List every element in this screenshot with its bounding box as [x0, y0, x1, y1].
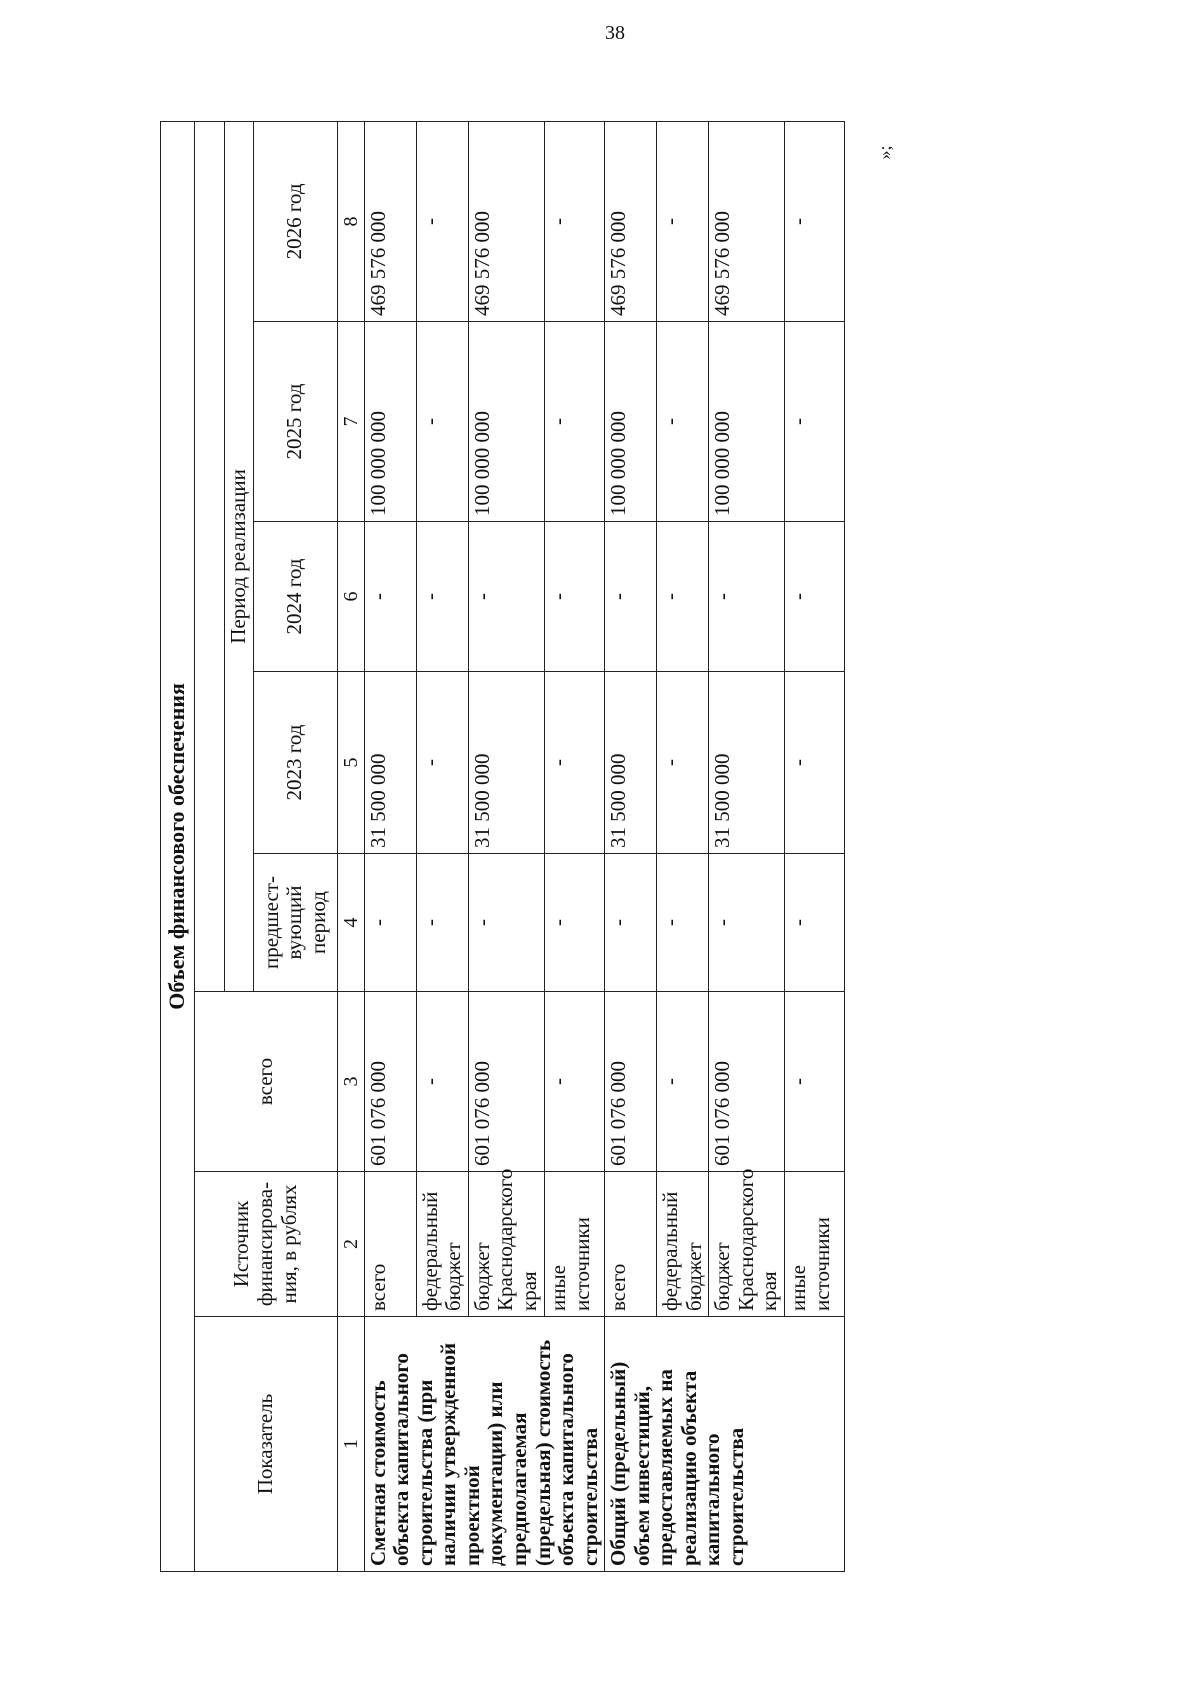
source-cell: федеральный бюджет: [416, 1172, 468, 1317]
header-period-group: Период реализации: [225, 121, 254, 991]
prior-cell: -: [657, 854, 709, 992]
table-row: [364, 121, 416, 1571]
prior-cell: -: [468, 854, 544, 992]
y2025-cell: 100 000 000: [709, 322, 785, 522]
total-cell: 601 076 000: [709, 992, 785, 1172]
header-2026: 2026 год: [253, 121, 337, 321]
y2025-cell: -: [657, 322, 709, 522]
y2024-cell: -: [468, 522, 544, 672]
y2026-cell: -: [545, 121, 605, 321]
prior-cell: -: [364, 854, 416, 992]
prior-cell: -: [416, 854, 468, 992]
y2023-cell: 31 500 000: [468, 672, 544, 854]
indicator-cell: Общий (предельный) объем инвестиций, предоставляемых на реализацию объекта капитального строительства: [605, 1317, 845, 1572]
table-title: Объем финансового обеспечения: [161, 121, 195, 1571]
column-number: 7: [337, 322, 364, 522]
y2024-cell: -: [709, 522, 785, 672]
rotated-table-wrapper: [160, 122, 845, 1572]
source-cell: федеральный бюджет: [657, 1172, 709, 1317]
y2025-cell: -: [545, 322, 605, 522]
y2025-cell: 100 000 000: [605, 322, 657, 522]
prior-cell: -: [545, 854, 605, 992]
column-number: 6: [337, 522, 364, 672]
column-number: 1: [337, 1317, 364, 1572]
total-cell: -: [785, 992, 845, 1172]
table-row: [605, 121, 657, 1571]
header-2025: 2025 год: [253, 322, 337, 522]
y2023-cell: 31 500 000: [709, 672, 785, 854]
total-cell: 601 076 000: [605, 992, 657, 1172]
prior-cell: -: [709, 854, 785, 992]
column-number: 8: [337, 121, 364, 321]
y2023-cell: 31 500 000: [364, 672, 416, 854]
total-cell: -: [545, 992, 605, 1172]
y2024-cell: -: [545, 522, 605, 672]
column-number: 5: [337, 672, 364, 854]
total-cell: -: [416, 992, 468, 1172]
financing-table: [160, 121, 845, 1572]
prior-cell: -: [605, 854, 657, 992]
total-cell: 601 076 000: [364, 992, 416, 1172]
y2023-cell: 31 500 000: [605, 672, 657, 854]
header-indicator: Показатель: [195, 1317, 338, 1572]
source-cell: иные источники: [545, 1172, 605, 1317]
page-number: 38: [605, 22, 625, 44]
column-number: 4: [337, 854, 364, 992]
indicator-cell: Сметная стоимость объекта капитального строительства (при наличии утвержденной проектной документации) или предполагаемая (предельная) стоимость объекта капитального строительства: [364, 1317, 604, 1572]
y2024-cell: -: [657, 522, 709, 672]
y2024-cell: -: [416, 522, 468, 672]
y2026-cell: 469 576 000: [364, 121, 416, 321]
source-cell: бюджет Краснодарского края: [468, 1172, 544, 1317]
y2024-cell: -: [605, 522, 657, 672]
header-source: Источник финансирова-ния, в рублях: [195, 1172, 338, 1317]
y2023-cell: -: [416, 672, 468, 854]
y2023-cell: -: [545, 672, 605, 854]
header-prior-period: предшест-вующий период: [253, 854, 337, 992]
end-quote-mark: »;: [874, 145, 895, 160]
y2026-cell: 469 576 000: [605, 121, 657, 321]
total-cell: 601 076 000: [468, 992, 544, 1172]
prior-cell: -: [785, 854, 845, 992]
y2025-cell: 100 000 000: [364, 322, 416, 522]
y2026-cell: -: [785, 121, 845, 321]
y2023-cell: -: [785, 672, 845, 854]
header-2023: 2023 год: [253, 672, 337, 854]
header-total: всего: [195, 992, 338, 1172]
header-2024: 2024 год: [253, 522, 337, 672]
source-cell: всего: [605, 1172, 657, 1317]
y2024-cell: -: [785, 522, 845, 672]
y2026-cell: -: [657, 121, 709, 321]
source-cell: бюджет Краснодарского края: [709, 1172, 785, 1317]
column-number: 3: [337, 992, 364, 1172]
total-cell: -: [657, 992, 709, 1172]
y2026-cell: -: [416, 121, 468, 321]
column-number: 2: [337, 1172, 364, 1317]
source-cell: всего: [364, 1172, 416, 1317]
y2025-cell: -: [416, 322, 468, 522]
source-cell: иные источники: [785, 1172, 845, 1317]
y2024-cell: -: [364, 522, 416, 672]
y2026-cell: 469 576 000: [709, 121, 785, 321]
y2026-cell: 469 576 000: [468, 121, 544, 321]
y2023-cell: -: [657, 672, 709, 854]
y2025-cell: 100 000 000: [468, 322, 544, 522]
y2025-cell: -: [785, 322, 845, 522]
